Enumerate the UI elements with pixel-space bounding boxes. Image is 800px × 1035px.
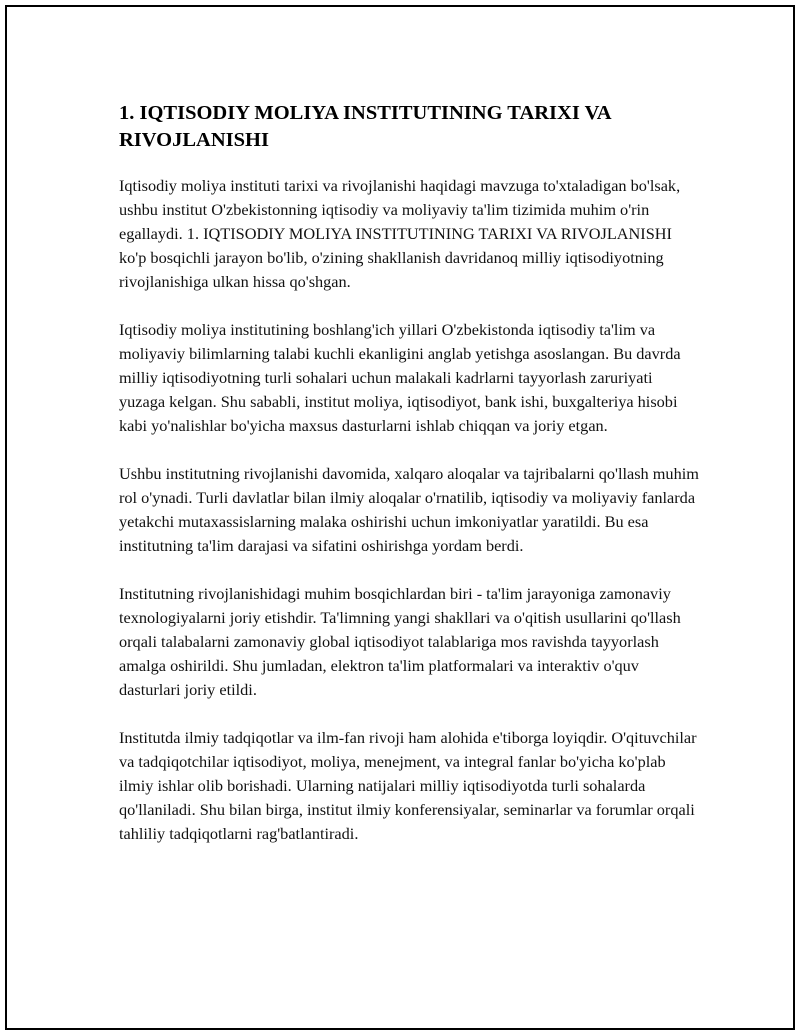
page-frame <box>5 5 795 1030</box>
paragraph-4: Institutning rivojlanishidagi muhim bosqichlardan biri - ta'lim jarayoniga zamonaviy texnologiyalarni joriy etishdir. Ta'limning yangi shakllari va o'qitish usullarini qo'llash orqali talabalarni zamonaviy global iqtisodiyot talablariga mos ravishda tayyorlash amalga oshirildi. Shu jumladan, elektron ta'lim platformalari va interaktiv o'quv dasturlari joriy etildi. <box>119 584 681 699</box>
paragraph-5: Institutda ilmiy tadqiqotlar va ilm-fan rivoji ham alohida e'tiborga loyiqdir. O'qituvchilar va tadqiqotchilar iqtisodiyot, moliya, menejment, va integral fanlar bo'yicha ko'plab ilmiy ishlar olib borishadi. Ularning natijalari milliy iqtisodiyotda turli sohalarda qo'llaniladi. Shu bilan birga, institut ilmiy konferensiyalar, seminarlar va forumlar orqali tahliliy tadqiqotlarni rag'batlantiradi. <box>119 728 697 843</box>
document-body <box>119 100 699 870</box>
paragraph-3: Ushbu institutning rivojlanishi davomida, xalqaro aloqalar va tajribalarni qo'llash muhim rol o'ynadi. Turli davlatlar bilan ilmiy aloqalar o'rnatilib, iqtisodiy va moliyaviy fanlarda yetakchi mutaxassislarning malaka oshirishi uchun imkoniyatlar yaratildi. Bu esa institutning ta'lim darajasi va sifatini oshirishga yordam berdi. <box>119 464 699 555</box>
paragraph-2: Iqtisodiy moliya institutining boshlang'ich yillari O'zbekistonda iqtisodiy ta'lim va moliyaviy bilimlarning talabi kuchli ekanligini anglab yetishga asoslangan. Bu davrda milliy iqtisodiyotning turli sohalari uchun malakali kadrlarni tayyorlash zaruriyati yuzaga kelgan. Shu sababli, institut moliya, iqtisodiyot, bank ishi, buxgalteriya hisobi kabi yo'nalishlar bo'yicha maxsus dasturlarni ishlab chiqqan va joriy etgan. <box>119 320 681 435</box>
paragraph-1: Iqtisodiy moliya instituti tarixi va rivojlanishi haqidagi mavzuga to'xtaladigan bo'lsak, ushbu institut O'zbekistonning iqtisodiy va moliyaviy ta'lim tizimida muhim o'rin egallaydi. 1. IQTISODIY MOLIYA INSTITUTINING TARIXI VA RIVOJLANISHI ko'p bosqichli jarayon bo'lib, o'zining shakllanish davridanoq milliy iqtisodiyotning rivojlanishiga ulkan hissa qo'shgan. <box>119 176 681 291</box>
document-title: 1. IQTISODIY MOLIYA INSTITUTINING TARIXI VA RIVOJLANISHI <box>119 102 611 151</box>
